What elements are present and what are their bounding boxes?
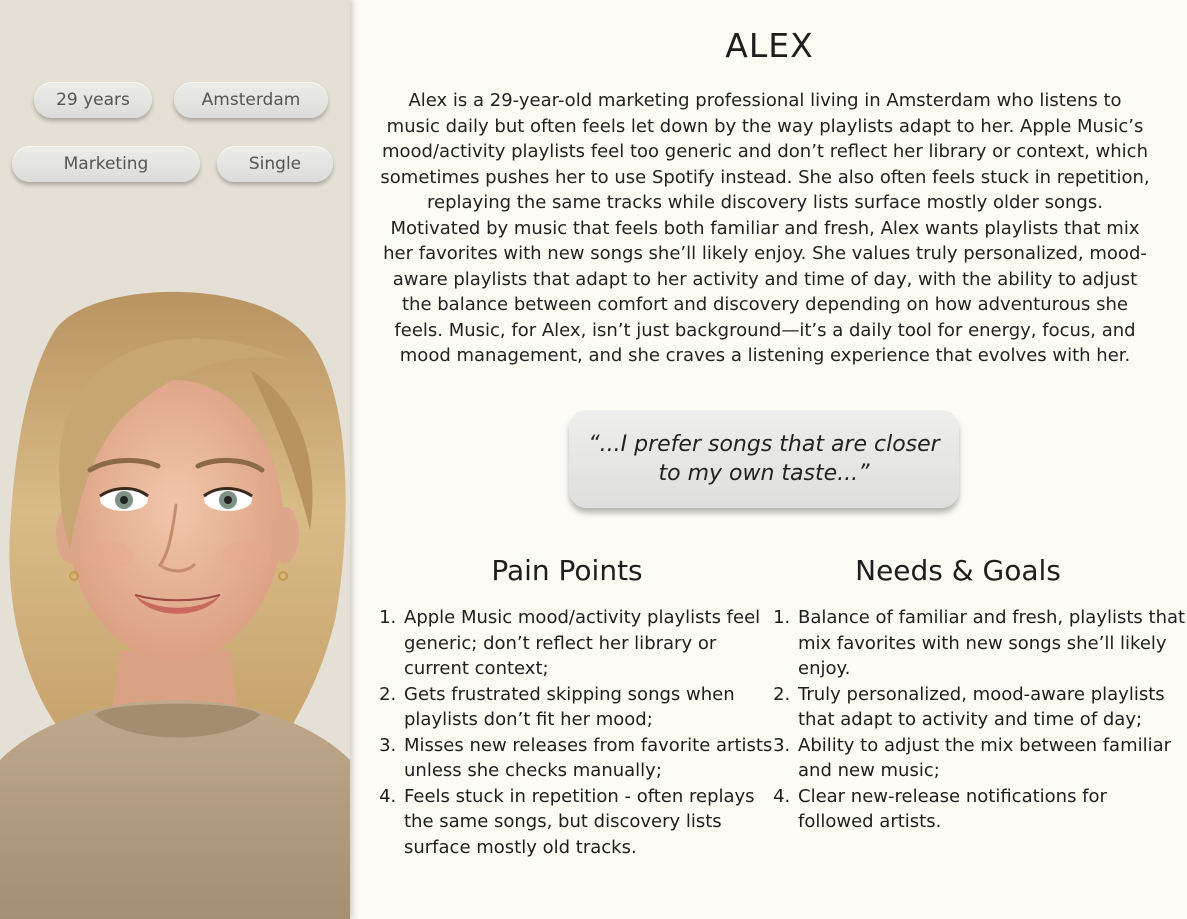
need-goal-item: 4. Clear new-release notifications for followed artists. (796, 784, 1187, 835)
persona-sidebar (0, 0, 350, 919)
relationship-tag: Single (217, 146, 333, 182)
pain-point-item: 4. Feels stuck in repetition - often replays the same songs, but discovery lists surface mostly old tracks. (402, 784, 782, 861)
need-goal-item: 1. Balance of familiar and fresh, playlists that mix favorites with new songs she’ll likely enjoy. (796, 605, 1187, 682)
persona-portrait (0, 290, 350, 919)
location-tag: Amsterdam (174, 82, 328, 118)
persona-quote (569, 410, 959, 508)
pain-point-item: 2. Gets frustrated skipping songs when playlists don’t fit her mood; (402, 682, 782, 733)
persona-main (352, 0, 1187, 919)
needs-goals-heading: Needs & Goals (855, 554, 1061, 587)
pain-point-item: 3. Misses new releases from favorite artists unless she checks manually; (402, 733, 782, 784)
needs-goals-list (772, 605, 1187, 835)
persona-name: ALEX (725, 26, 814, 65)
need-goal-item: 2. Truly personalized, mood-aware playlists that adapt to activity and time of day; (796, 682, 1187, 733)
persona-bio: Alex is a 29-year-old marketing professional living in Amsterdam who listens to music daily but often feels let down by the way playlists adapt to her. Apple Music’s mood/activity playlists feel too generic and don’t reflect her library or context, which sometimes pushes her to use Spotify instead. She also often feels stuck in repetition, replaying the same tracks while discovery lists surface mostly older songs. Motivated by music that feels both familiar and fresh, Alex wants playlists that mix her favorites with new songs she’ll likely enjoy. She values truly personalized, mood-aware playlists that adapt to her activity and time of day, with the ability to adjust the balance between comfort and discovery depending on how adventurous she feels. Music, for Alex, isn’t just background—it’s a daily tool for energy, focus, and mood management, and she craves a listening experience that evolves with her. (380, 90, 1150, 366)
pain-point-item: 1. Apple Music mood/activity playlists feel generic; don’t reflect her library or current context; (402, 605, 782, 682)
need-goal-item: 3. Ability to adjust the mix between familiar and new music; (796, 733, 1187, 784)
pain-points-heading: Pain Points (491, 554, 643, 587)
occupation-tag: Marketing (12, 146, 200, 182)
pain-points-list (378, 605, 782, 860)
age-tag: 29 years (34, 82, 152, 118)
quote-text: “...I prefer songs that are closer to my own taste...” (588, 432, 940, 486)
